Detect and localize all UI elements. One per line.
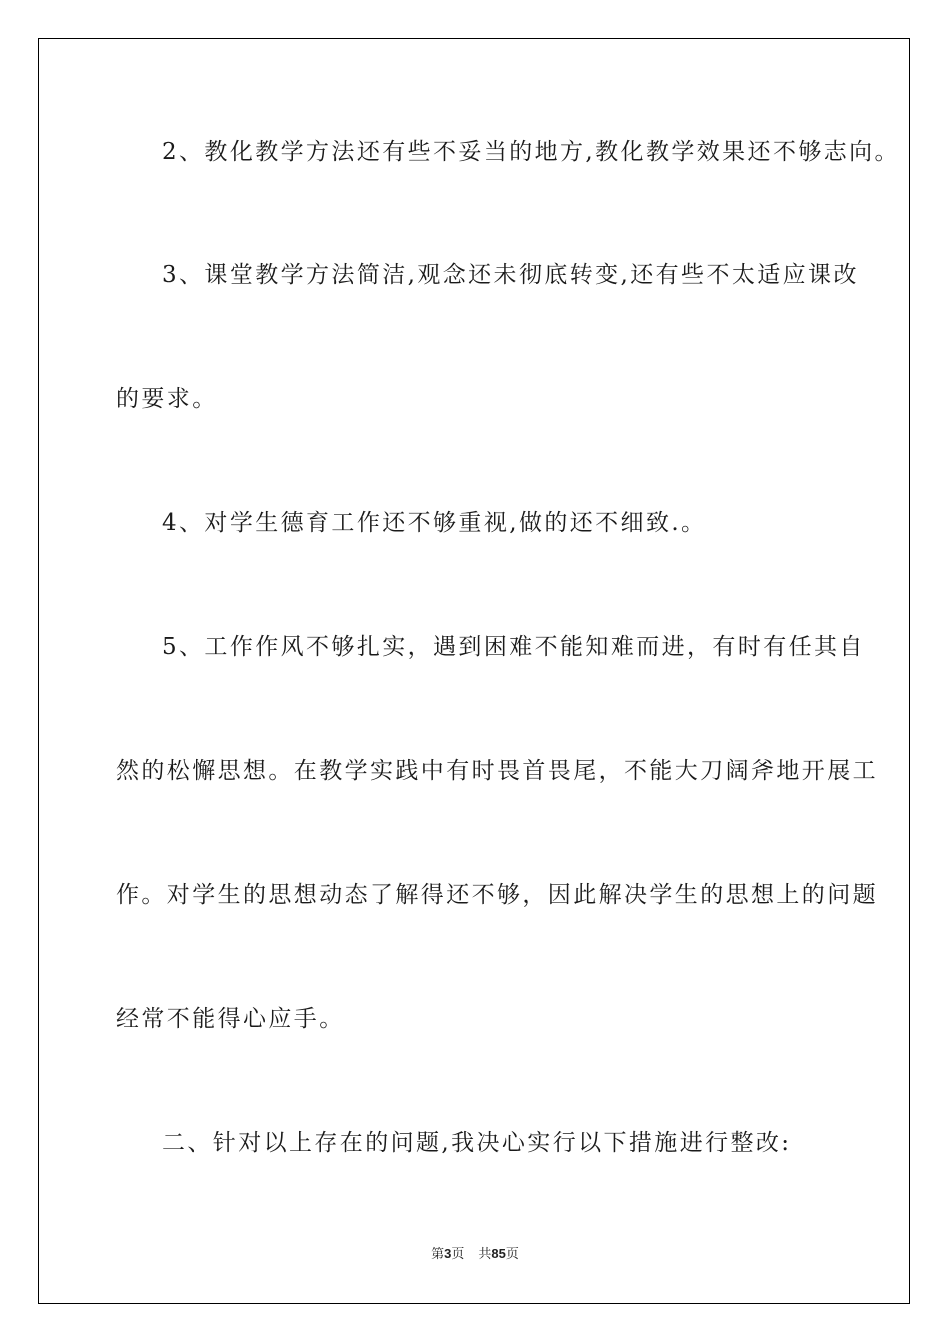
- total-prefix: 共: [478, 1247, 492, 1262]
- paragraph-5-line-2: 然的松懈思想。在教学实践中有时畏首畏尾，不能大刀阔斧地开展工: [116, 758, 878, 784]
- page-number: 3: [444, 1246, 452, 1261]
- page-suffix: 页: [451, 1247, 465, 1262]
- paragraph-3-line-2: 的要求。: [116, 386, 218, 412]
- paragraph-5-line-3: 作。对学生的思想动态了解得还不够，因此解决学生的思想上的问题: [116, 882, 878, 908]
- paragraph-3-line-1: 3、课堂教学方法简洁,观念还未彻底转变,还有些不太适应课改: [162, 262, 859, 288]
- total-pages: 85: [491, 1246, 506, 1261]
- paragraph-2-line-1: 2、教化教学方法还有些不妥当的地方,教化教学效果还不够志向。: [162, 139, 900, 165]
- page-border: [38, 38, 910, 1304]
- paragraph-5-line-4: 经常不能得心应手。: [116, 1006, 345, 1032]
- page-prefix: 第: [431, 1247, 445, 1262]
- page-footer: [0, 1245, 950, 1264]
- paragraph-4-line-1: 4、对学生德育工作还不够重视,做的还不细致.。: [162, 510, 707, 536]
- total-suffix: 页: [505, 1247, 519, 1262]
- section-two-heading: 二、针对以上存在的问题,我决心实行以下措施进行整改:: [162, 1130, 792, 1156]
- paragraph-5-line-1: 5、工作作风不够扎实，遇到困难不能知难而进，有时有任其自: [162, 634, 865, 660]
